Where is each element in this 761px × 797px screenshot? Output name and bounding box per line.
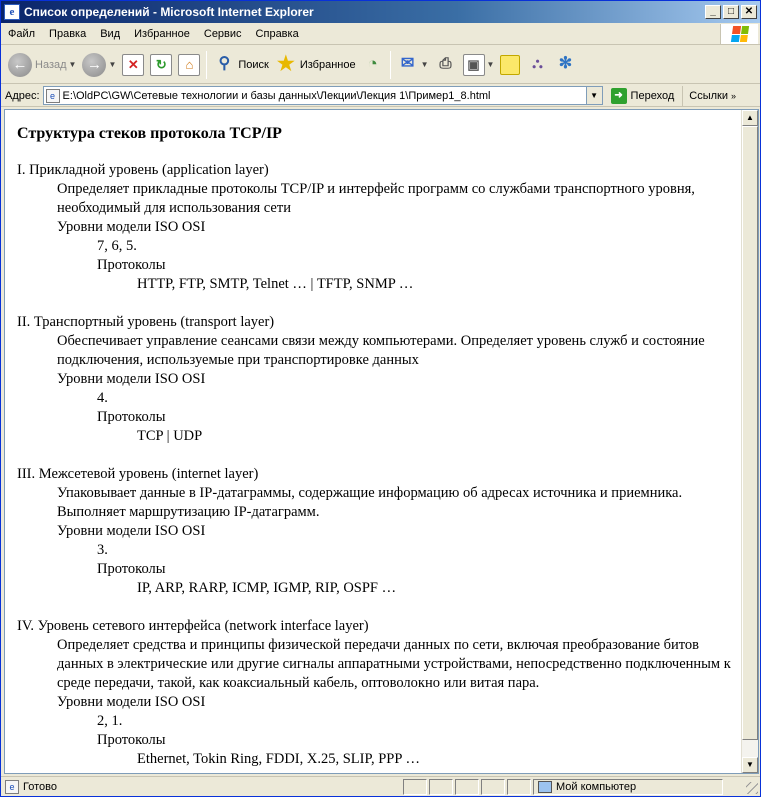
favorites-button[interactable]	[272, 49, 359, 81]
page-viewport	[4, 109, 759, 774]
page-status-icon: e	[5, 780, 19, 794]
title-bar	[1, 1, 760, 23]
go-label: Переход	[630, 89, 675, 102]
status-cell	[403, 779, 427, 795]
search-button[interactable]	[210, 49, 271, 81]
search-icon: ⚲	[218, 54, 231, 72]
osi-label: Уровни модели ISO OSI	[57, 371, 206, 387]
zone-text: Мой компьютер	[556, 780, 637, 793]
mail-dropdown-icon[interactable]: ▼	[420, 60, 429, 69]
page-icon: e	[46, 89, 60, 103]
printer-icon: ⎙	[439, 54, 452, 72]
refresh-icon: ↻	[150, 54, 172, 76]
osi-levels: 4.	[97, 390, 108, 406]
protocols-list: TCP | UDP	[137, 428, 203, 444]
menu-edit[interactable]: Правка	[49, 27, 87, 40]
page-content	[17, 124, 735, 774]
go-arrow-icon: ➜	[611, 88, 627, 104]
status-cell	[429, 779, 453, 795]
protocols-list: HTTP, FTP, SMTP, Telnet … | TFTP, SNMP …	[137, 276, 414, 292]
layer-description: Упаковывает данные в IP-датаграммы, содержащие информацию об адресах источника и приемника. Выполняет маршрутизацию IP-датаграмм.	[57, 485, 683, 520]
security-zone	[533, 779, 723, 795]
osi-levels: 2, 1.	[97, 713, 123, 729]
mail-button[interactable]	[394, 49, 432, 81]
layer-section	[17, 465, 735, 598]
ie-page-icon: e	[4, 4, 20, 20]
links-button[interactable]	[682, 86, 736, 106]
discuss-button[interactable]	[497, 49, 523, 81]
layer-heading: II. Транспортный уровень (transport layer)	[17, 314, 275, 330]
links-chevron-icon: »	[730, 90, 736, 101]
menu-help[interactable]: Справка	[255, 27, 299, 40]
status-text: Готово	[23, 780, 57, 793]
menu-view[interactable]: Вид	[100, 27, 121, 40]
window-title: Список определений - Microsoft Internet Explorer	[24, 5, 314, 19]
layer-description: Определяет прикладные протоколы TCP/IP и интерфейс программ со службами транспортного уровня, необходимый для использования сети	[57, 181, 695, 216]
history-button[interactable]	[359, 49, 387, 81]
go-button[interactable]	[607, 86, 679, 106]
star-icon: ★	[276, 52, 295, 75]
protocols-label: Протоколы	[97, 409, 166, 425]
back-button[interactable]	[5, 49, 79, 81]
edit-button[interactable]	[460, 49, 498, 81]
status-cell	[481, 779, 505, 795]
resize-grip-icon[interactable]	[746, 782, 758, 794]
edit-icon: ▣	[463, 54, 485, 76]
links-label: Ссылки	[689, 89, 728, 102]
protocols-label: Протоколы	[97, 561, 166, 577]
windows-logo-icon	[720, 24, 758, 44]
vertical-scrollbar[interactable]	[741, 110, 758, 773]
refresh-button[interactable]	[147, 49, 175, 81]
forward-dropdown-icon[interactable]: ▼	[108, 60, 117, 69]
osi-levels: 3.	[97, 542, 108, 558]
minimize-button[interactable]: _	[705, 5, 721, 19]
messenger-button[interactable]	[551, 49, 579, 81]
osi-label: Уровни модели ISO OSI	[57, 694, 206, 710]
address-dropdown-icon[interactable]: ▼	[586, 87, 602, 104]
page-title: Структура стеков протокола TCP/IP	[17, 125, 282, 142]
layer-description: Определяет средства и принципы физической передачи данных по сети, включая преобразование битов данных в электрические или другие сигналы аппаратными устройствами, непосредственно подключенным к среде передачи, такой, как коаксиальный кабель, оптоволокно или витая пара.	[57, 637, 731, 691]
stop-button[interactable]	[119, 49, 147, 81]
scroll-down-icon[interactable]: ▼	[742, 757, 758, 773]
menu-bar	[1, 23, 760, 45]
research-icon: ⛬	[532, 54, 543, 72]
menu-tools[interactable]: Сервис	[203, 27, 242, 40]
layer-heading: I. Прикладной уровень (application layer)	[17, 162, 269, 178]
stop-icon: ✕	[122, 54, 144, 76]
back-arrow-icon: ←	[8, 53, 32, 77]
back-dropdown-icon[interactable]: ▼	[68, 60, 77, 69]
osi-label: Уровни модели ISO OSI	[57, 219, 206, 235]
forward-arrow-icon: →	[82, 53, 106, 77]
note-icon	[500, 55, 520, 75]
mail-icon: ✉	[400, 54, 415, 72]
layer-heading: III. Межсетевой уровень (internet layer)	[17, 466, 259, 482]
messenger-icon: ✻	[558, 54, 573, 72]
home-icon: ⌂	[178, 54, 200, 76]
menu-file[interactable]: Файл	[8, 27, 36, 40]
address-bar	[1, 85, 760, 107]
standard-toolbar	[1, 46, 760, 84]
maximize-button[interactable]: □	[723, 5, 739, 19]
research-button[interactable]	[523, 49, 551, 81]
layer-description: Обеспечивает управление сеансами связи между компьютерами. Определяет уровень служб и состояние подключения, используемые при транспортировке данных	[57, 333, 705, 368]
layer-section	[17, 161, 735, 294]
back-label: Назад	[35, 58, 67, 71]
protocols-label: Протоколы	[97, 257, 166, 273]
computer-icon	[538, 781, 552, 793]
osi-levels: 7, 6, 5.	[97, 238, 137, 254]
edit-dropdown-icon[interactable]: ▼	[486, 60, 495, 69]
scroll-thumb[interactable]	[742, 126, 758, 740]
status-cell	[455, 779, 479, 795]
address-label: Адрес:	[5, 89, 40, 102]
menu-favorites[interactable]: Избранное	[134, 27, 190, 40]
toolbar-separator	[206, 51, 207, 79]
protocols-list: Ethernet, Tokin Ring, FDDI, X.25, SLIP, PPP …	[137, 751, 420, 767]
toolbar-separator	[390, 51, 391, 79]
history-icon: ◔	[367, 53, 378, 73]
close-button[interactable]: ✕	[741, 5, 757, 19]
forward-button[interactable]	[79, 49, 119, 81]
protocols-list: IP, ARP, RARP, ICMP, IGMP, RIP, OSPF …	[137, 580, 397, 596]
home-button[interactable]	[175, 49, 203, 81]
favorites-label: Избранное	[299, 58, 356, 71]
osi-label: Уровни модели ISO OSI	[57, 523, 206, 539]
layer-section	[17, 313, 735, 446]
status-cell	[507, 779, 531, 795]
layer-heading: IV. Уровень сетевого интерфейса (network interface layer)	[17, 618, 369, 634]
search-label: Поиск	[238, 58, 269, 71]
status-bar	[1, 776, 760, 796]
protocols-label: Протоколы	[97, 732, 166, 748]
layer-section	[17, 617, 735, 769]
print-button[interactable]	[432, 49, 460, 81]
address-input[interactable]	[43, 86, 603, 105]
address-url[interactable]: E:\OldPC\GW\Сетевые технологии и базы данных\Лекции\Лекция 1\Пример1_8.html	[62, 89, 491, 102]
scroll-up-icon[interactable]: ▲	[742, 110, 758, 126]
